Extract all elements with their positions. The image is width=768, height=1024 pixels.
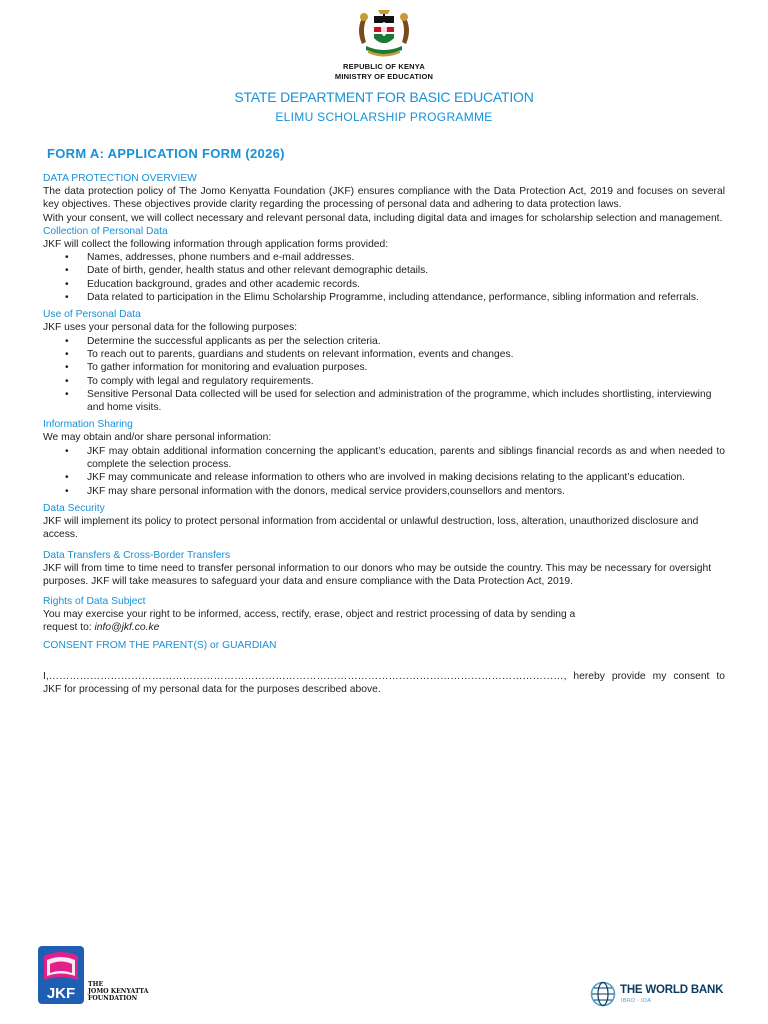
world-bank-globe-icon [590,981,616,1007]
document-body [43,172,725,696]
jkf-logo-text: JKF [46,985,76,1002]
list-item: • JKF may share personal information with the donors, medical service providers,counsellors and mentors. [43,485,725,498]
list-item: • Education background, grades and other academic records. [43,278,725,291]
programme-title: ELIMU SCHOLARSHIP PROGRAMME [275,110,493,124]
list-item: • Sensitive Personal Data collected will be used for selection and administration of the programme, which includes shortlisting, interviewing and home visits. [43,388,725,415]
transfers-text: JKF will from time to time need to transfer personal information to our donors who may be outside the country. This may be necessary for oversight purposes. JKF will take measures to safeguard your data and ensure compliance with the Data Protection Act, 2019. [43,562,712,587]
list-item: • To reach out to parents, guardians and students on relevant information, events and changes. [43,348,725,361]
use-heading: Use of Personal Data [43,309,141,321]
rights-request-label: request to: [43,622,95,634]
list-item: • Date of birth, gender, health status and other relevant demographic details. [43,264,725,277]
overview-paragraph-2: With your consent, we will collect necessary and relevant personal data, including digital data and images for scholarship selection and management. [43,212,723,224]
republic-text: REPUBLIC OF KENYA [343,62,425,71]
rights-text: You may exercise your right to be informed, access, rectify, erase, object and restrict processing of data by sending a [43,609,576,621]
jkf-line: THE [88,981,104,988]
rights-request [43,621,725,634]
sharing-list [43,445,725,498]
use-list [43,335,725,415]
overview-heading: DATA PROTECTION OVERVIEW [43,173,197,184]
ministry-text: MINISTRY OF EDUCATION [334,72,434,81]
overview-paragraph-1: The data protection policy of The Jomo Kenyatta Foundation (JKF) ensures compliance with the Data Protection Act, 2019 and focuses on several key objectives. These objectives provide clarity regarding the processing of personal data and adhering to data protection laws. [43,186,725,211]
use-intro: JKF uses your personal data for the following purposes: [43,322,298,334]
world-bank-name: THE WORLD BANK [620,984,724,996]
jkf-logo-icon [38,946,84,1004]
collection-list [43,251,725,304]
jkf-name [88,981,148,1002]
list-item: • Determine the successful applicants as per the selection criteria. [43,335,725,348]
security-text: JKF will implement its policy to protect personal information from accidental or unlawful destruction, loss, alteration, unauthorized disclosure and access. [43,515,699,541]
rights-heading: Rights of Data Subject [43,596,146,608]
collection-heading: Collection of Personal Data [43,225,168,237]
collection-intro: JKF will collect the following information through application forms provided: [43,238,389,250]
list-item: • To comply with legal and regulatory requirements. [43,375,725,388]
form-title: FORM A: APPLICATION FORM (2026) [47,146,285,161]
sharing-heading: Information Sharing [43,419,133,431]
security-heading: Data Security [43,502,105,514]
consent-statement: I,……………………………………………………………………………………………………………………………………, hereby provide my consent to JKF for processing of my personal data for the purposes described above. [43,670,725,696]
list-item: • JKF may communicate and release information to others who are involved in making decisions relating to the applicant’s education. [43,471,725,484]
republic-heading [0,62,768,82]
jkf-line: JOMO KENYATTA [88,988,149,995]
list-item: • To gather information for monitoring and evaluation purposes. [43,361,725,374]
consent-heading: CONSENT FROM THE PARENT(S) or GUARDIAN [43,639,277,651]
contact-email-link[interactable]: info@jkf.co.ke [94,622,160,634]
kenya-coat-of-arms-icon [352,8,416,60]
world-bank-subtitle: IBRD · IDA [621,998,652,1004]
list-item: • Names, addresses, phone numbers and e-mail addresses. [43,251,725,264]
list-item: • JKF may obtain additional information concerning the applicant’s education, parents and siblings financial records as and when needed to complete the selection process. [43,445,725,472]
transfers-heading: Data Transfers & Cross-Border Transfers [43,549,231,561]
department-title: STATE DEPARTMENT FOR BASIC EDUCATION [234,89,534,105]
list-item: • Data related to participation in the Elimu Scholarship Programme, including attendance, performance, sibling information and referrals. [43,291,725,304]
jkf-line: FOUNDATION [88,995,138,1002]
sharing-intro: We may obtain and/or share personal information: [43,432,272,444]
